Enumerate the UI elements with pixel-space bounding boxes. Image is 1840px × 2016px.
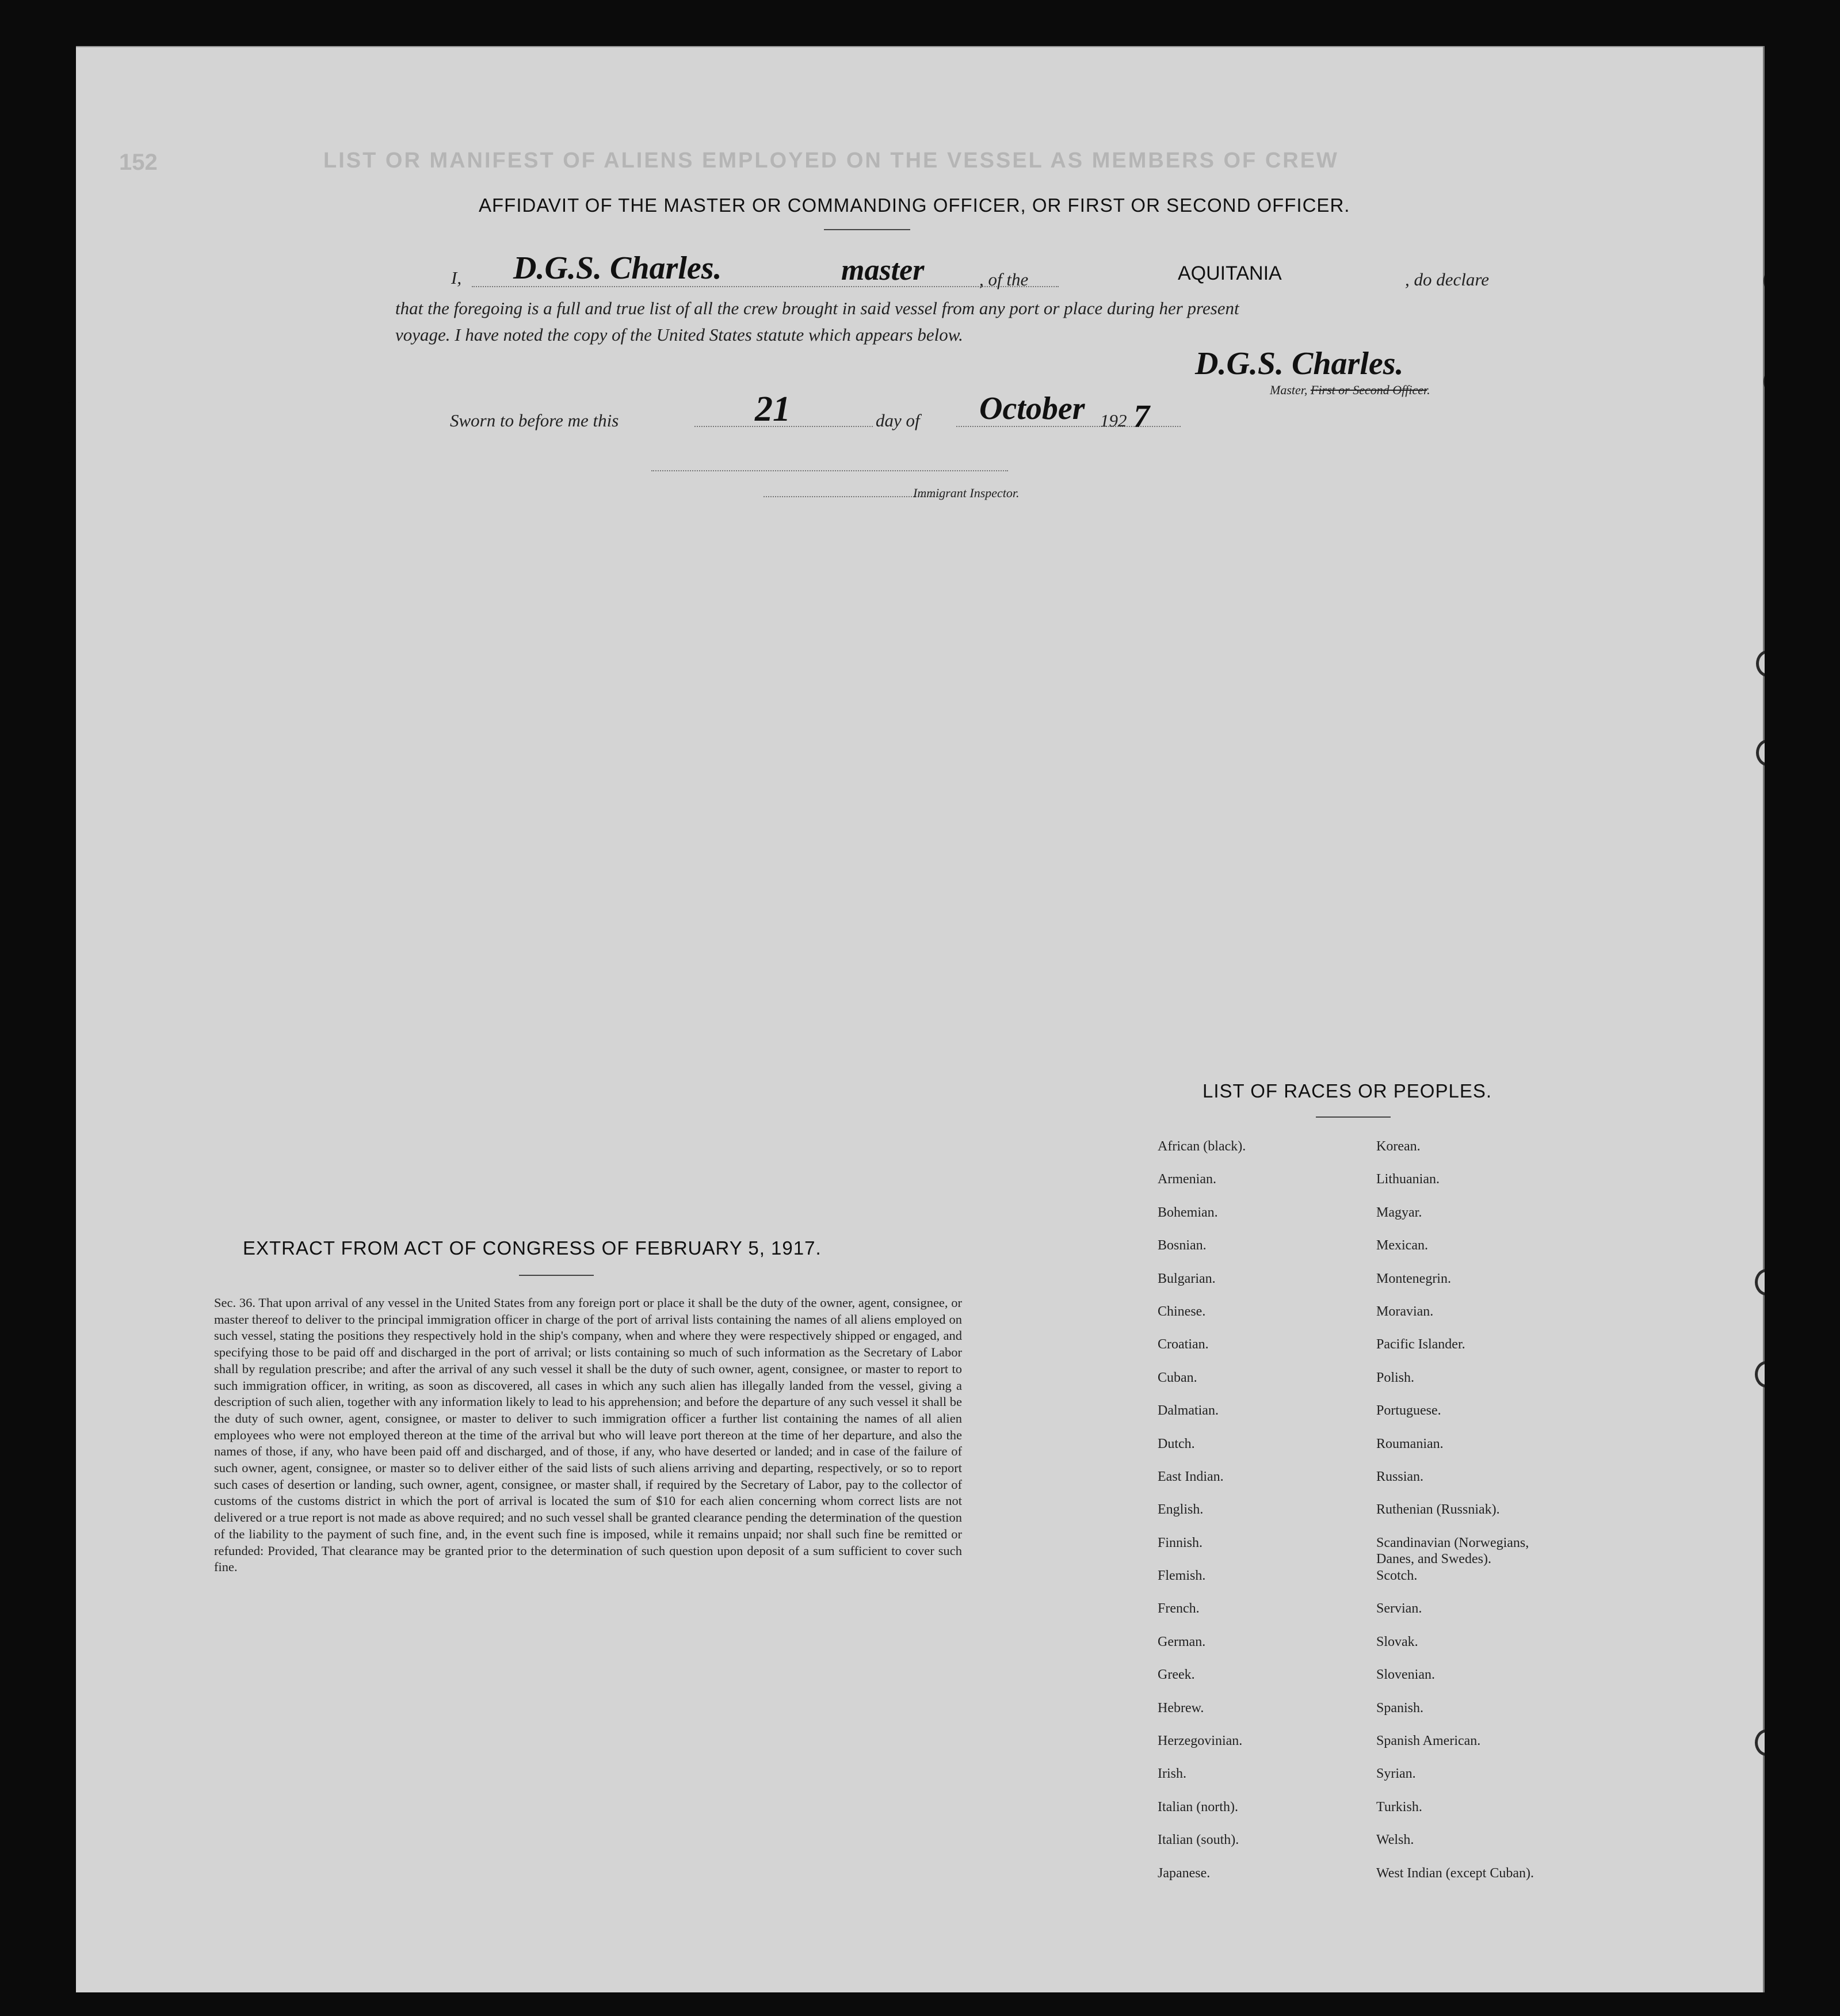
race-item: French.: [1158, 1601, 1200, 1617]
race-item: East Indian.: [1158, 1469, 1224, 1484]
page-edge: [76, 46, 1765, 47]
race-item: Lithuanian.: [1376, 1172, 1440, 1187]
race-item: Chinese.: [1158, 1304, 1206, 1319]
race-item: Armenian.: [1158, 1172, 1216, 1187]
handwritten-title: master: [841, 254, 925, 287]
race-item: Finnish.: [1158, 1535, 1203, 1550]
affidavit-intro: I,: [451, 268, 462, 288]
divider: [1316, 1116, 1391, 1118]
affidavit-title: AFFIDAVIT OF THE MASTER OR COMMANDING OFFICER, OR FIRST OR SECOND OFFICER.: [479, 195, 1350, 216]
punch-hole: [1756, 650, 1765, 677]
race-item: Herzegovinian.: [1158, 1733, 1243, 1749]
inspector-line-1: [651, 470, 1008, 471]
handwritten-year-digit: 7: [1133, 399, 1150, 435]
divider: [519, 1275, 594, 1276]
race-item: Scandinavian (Norwegians, Danes, and Swedes).: [1376, 1535, 1529, 1567]
races-right-column: [1376, 1138, 1534, 1898]
race-item: Russian.: [1376, 1469, 1424, 1484]
extract-title: EXTRACT FROM ACT OF CONGRESS OF FEBRUARY 5, 1917.: [243, 1237, 822, 1259]
race-item: Moravian.: [1376, 1304, 1434, 1319]
race-item: Bulgarian.: [1158, 1271, 1216, 1286]
do-declare-label: , do declare: [1405, 269, 1490, 289]
race-item: African (black).: [1158, 1139, 1246, 1154]
race-item: Montenegrin.: [1376, 1271, 1451, 1286]
race-item: Spanish.: [1376, 1700, 1424, 1716]
vessel-name: AQUITANIA: [1178, 262, 1282, 284]
race-item: Mexican.: [1376, 1238, 1428, 1253]
race-item: West Indian (except Cuban).: [1376, 1865, 1534, 1881]
race-item: Irish.: [1158, 1766, 1186, 1782]
race-item: Slovenian.: [1376, 1667, 1435, 1683]
divider: [824, 229, 910, 230]
race-item: Bohemian.: [1158, 1205, 1218, 1220]
race-item: Polish.: [1376, 1370, 1415, 1385]
race-item: Spanish American.: [1376, 1733, 1481, 1749]
handwritten-month: October: [979, 391, 1085, 426]
extract-paragraph: Sec. 36. That upon arrival of any vessel in the United States from any foreign port or place it shall be the duty of the owner, agent, consignee, or master thereof to deliver to the principal immigration officer in charge of the port of arrival lists containing the names of all aliens employed on such vessel, stating the positions they respectively hold in the ship's company, when and where they were respectively shipped or engaged, and specifying those to be paid off and discharged in the port of arrival; or lists containing so much of such information as the Secretary of Labor shall by regulation prescribe; and after the arrival of any such vessel it shall be the duty of such owner, agent, consignee, or master to report to such immigration officer, in writing, as soon as discovered, all cases in which any such alien has illegally landed from the vessel, giving a description of such alien, together with any information likely to lead to his apprehension; and before the departure of any such vessel it shall be the duty of such owner, agent, consignee, or master to deliver to such immigration officer a further list containing the names of all alien employees who were not employed thereon at the time of the arrival but who will leave port thereon at the time of her departure, and also the names of those, if any, who have been paid off and discharged, and of those, if any, who have deserted or landed; and in case of the failure of such owner, agent, consignee, or master so to deliver either of the said lists of such aliens arriving and departing, respectively, or so to report such cases of desertion or landing, such owner, agent, consignee, or master shall, if required by the Secretary of Labor, pay to the collector of customs of the customs district in which the port of arrival is located the sum of $10 for each alien concerning whom correct lists are not delivered or a true report is not made as above required; and no such vessel shall be granted clearance pending the determination of the question of the liability to the payment of such fine, and, in the event such fine is imposed, while it remains unpaid; nor shall such fine be remitted or refunded: Provided, That clearance may be granted prior to the determination of such question upon deposit of a sum sufficient to cover such fine.: [214, 1295, 962, 1575]
race-item: Hebrew.: [1158, 1700, 1204, 1716]
punch-hole: [1755, 1361, 1765, 1388]
signer-role-suffix: .: [1427, 383, 1430, 397]
signer-role: [1270, 383, 1430, 398]
race-item: Ruthenian (Russniak).: [1376, 1502, 1500, 1518]
race-item: Bosnian.: [1158, 1238, 1207, 1253]
races-left-column: [1158, 1138, 1246, 1898]
punch-hole: [1755, 1269, 1765, 1295]
race-item: Turkish.: [1376, 1799, 1422, 1815]
handwritten-name: D.G.S. Charles.: [513, 250, 722, 286]
handwritten-signature: D.G.S. Charles.: [1195, 346, 1404, 382]
sworn-label: Sworn to before me this: [450, 410, 619, 430]
race-item: Scotch.: [1376, 1568, 1418, 1584]
race-item: Italian (north).: [1158, 1799, 1238, 1815]
affidavit-line-2: that the foregoing is a full and true list of all the crew brought in said vessel from any port or place during her present: [395, 298, 1239, 318]
bleed-through-stamp: 152: [119, 150, 158, 175]
race-item: Croatian.: [1158, 1337, 1209, 1352]
binding-mark: [68, 285, 74, 317]
race-item: Pacific Islander.: [1376, 1337, 1465, 1352]
punch-hole: [1756, 740, 1765, 766]
race-item: English.: [1158, 1502, 1204, 1518]
race-item: Syrian.: [1376, 1766, 1416, 1782]
inspector-label: Immigrant Inspector.: [913, 486, 1020, 500]
race-item: Servian.: [1376, 1601, 1422, 1617]
page-edge: [1763, 46, 1765, 1992]
of-the-label: , of the: [979, 269, 1029, 289]
day-of-label: day of: [876, 410, 920, 430]
race-item: Dalmatian.: [1158, 1403, 1219, 1419]
bleed-through-title: LIST OR MANIFEST OF ALIENS EMPLOYED ON THE VESSEL AS MEMBERS OF CREW: [323, 148, 1339, 173]
race-item: Dutch.: [1158, 1436, 1195, 1451]
year-label: 192: [1100, 410, 1127, 430]
race-item: Portuguese.: [1376, 1403, 1441, 1419]
race-item: Roumanian.: [1376, 1436, 1444, 1451]
document-page: [76, 46, 1765, 1992]
race-item: Welsh.: [1376, 1832, 1414, 1848]
race-item: Magyar.: [1376, 1205, 1422, 1220]
race-item: German.: [1158, 1634, 1206, 1649]
punch-hole: [1755, 1729, 1765, 1756]
races-title: LIST OF RACES OR PEOPLES.: [1203, 1080, 1492, 1102]
race-item: Korean.: [1376, 1139, 1421, 1154]
race-item: Slovak.: [1376, 1634, 1418, 1649]
race-item: Cuban.: [1158, 1370, 1197, 1385]
race-item: Greek.: [1158, 1667, 1195, 1683]
signer-role-struck: First or Second Officer: [1310, 383, 1427, 397]
race-item: Flemish.: [1158, 1568, 1206, 1584]
handwritten-day: 21: [755, 390, 791, 429]
race-item: Japanese.: [1158, 1865, 1211, 1881]
race-item: Italian (south).: [1158, 1832, 1239, 1848]
binding-mark: [68, 380, 74, 403]
affidavit-line-3: voyage. I have noted the copy of the United States statute which appears below.: [395, 325, 963, 345]
signer-role-prefix: Master,: [1270, 383, 1308, 397]
